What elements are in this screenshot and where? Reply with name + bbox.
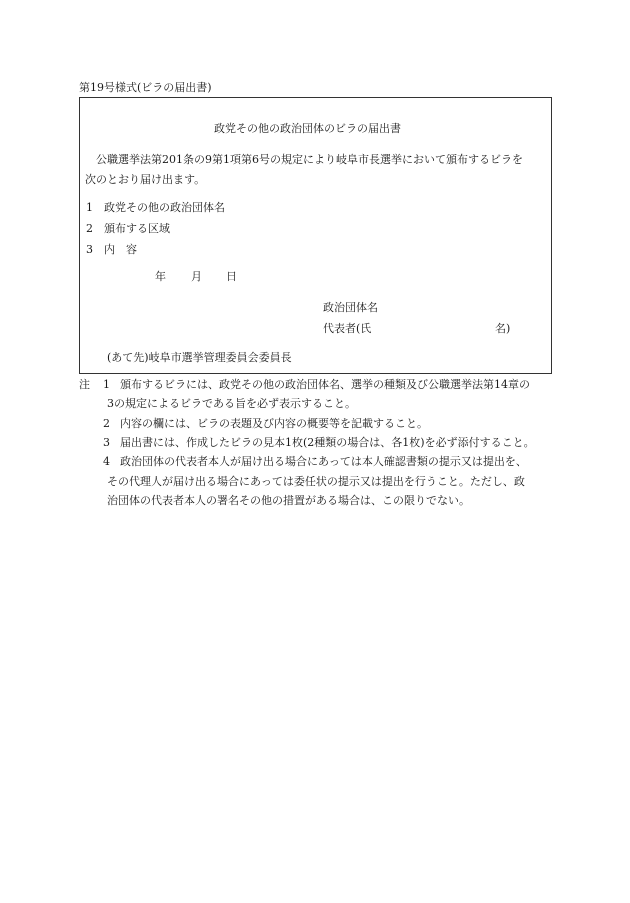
note-number-1: 1 xyxy=(103,378,110,391)
date-year: 年 xyxy=(155,270,166,283)
form-label: 第19号様式(ビラの届出書) xyxy=(79,81,212,94)
note-number-3: 3 xyxy=(103,436,110,449)
item-label-1: 政党その他の政治団体名 xyxy=(104,201,225,214)
item-number-1: 1 xyxy=(86,201,93,214)
intro-line-1: 公職選挙法第201条の9第1項第6号の規定により岐阜市長選挙において頒布するビラを xyxy=(96,153,523,166)
form-title: 政党その他の政治団体のビラの届出書 xyxy=(214,122,401,135)
date-month: 月 xyxy=(191,270,202,283)
date-day: 日 xyxy=(226,270,237,283)
addressee: (あて先)岐阜市選挙管理委員会委員長 xyxy=(107,351,292,364)
org-name-label: 政治団体名 xyxy=(323,301,378,314)
note-2-line-1: 内容の欄には、ビラの表題及び内容の概要等を記載すること。 xyxy=(120,417,428,430)
intro-line-2: 次のとおり届け出ます。 xyxy=(85,173,206,186)
form-box xyxy=(79,97,552,374)
item-label-3: 内 容 xyxy=(104,243,137,256)
representative-label: 代表者(氏 xyxy=(323,322,372,335)
representative-suffix: 名) xyxy=(495,322,511,335)
item-number-3: 3 xyxy=(86,243,93,256)
notes-prefix: 注 xyxy=(79,378,90,391)
note-4-line-3: 治団体の代表者本人の署名その他の措置がある場合は、この限りでない。 xyxy=(107,494,470,507)
item-label-2: 頒布する区域 xyxy=(104,222,170,235)
item-number-2: 2 xyxy=(86,222,93,235)
note-number-2: 2 xyxy=(103,417,110,430)
note-3-line-1: 届出書には、作成したビラの見本1枚(2種類の場合は、各1枚)を必ず添付すること。 xyxy=(120,436,535,449)
note-4-line-1: 政治団体の代表者本人が届け出る場合にあっては本人確認書類の提示又は提出を、 xyxy=(120,455,527,468)
note-4-line-2: その代理人が届け出る場合にあっては委任状の提示又は提出を行うこと。ただし、政 xyxy=(107,475,525,488)
note-1-line-2: 3の規定によるビラである旨を必ず表示すること。 xyxy=(107,397,356,410)
note-number-4: 4 xyxy=(103,455,110,468)
note-1-line-1: 頒布するビラには、政党その他の政治団体名、選挙の種類及び公職選挙法第14章の xyxy=(120,378,530,391)
